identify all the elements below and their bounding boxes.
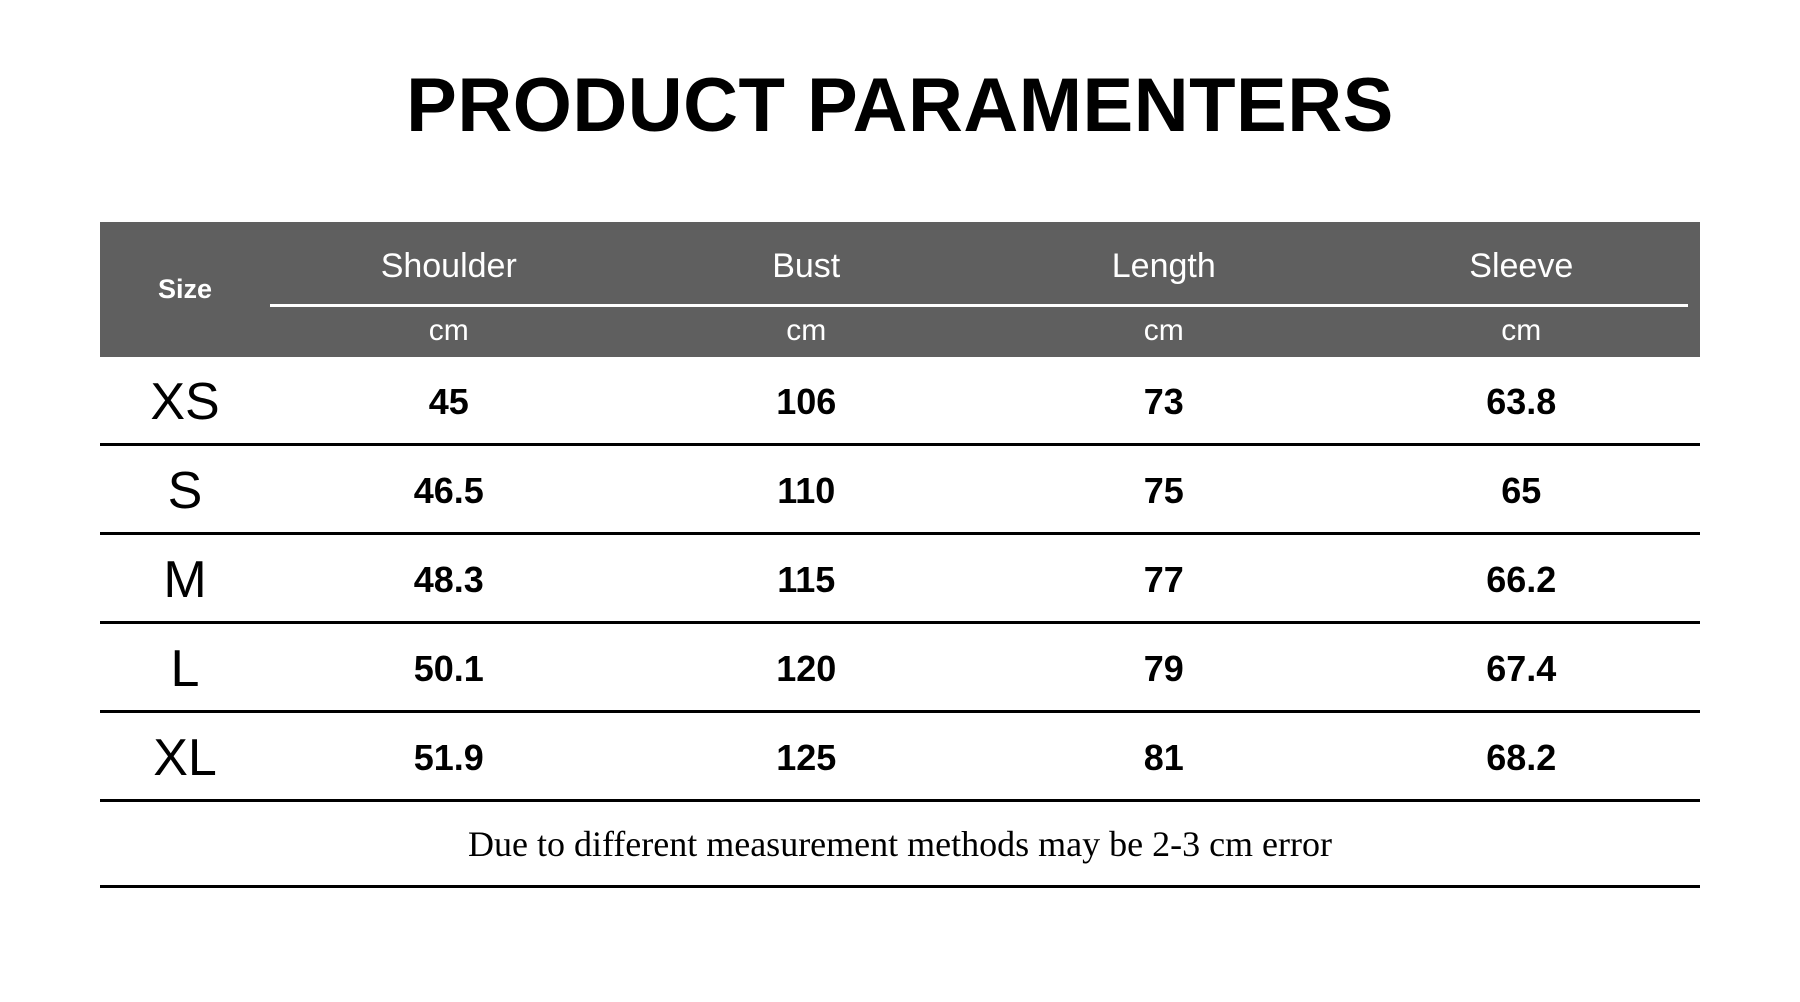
cell-shoulder: 50.1 <box>413 647 484 689</box>
row-size-label: L <box>170 639 200 698</box>
column-header-sleeve <box>1343 222 1701 357</box>
column-header-bust <box>628 222 986 357</box>
column-header-length <box>985 222 1343 357</box>
cell-bust: 120 <box>776 647 837 689</box>
row-values <box>270 624 1700 713</box>
measurement-note-row <box>100 802 1700 888</box>
column-header-length-unit: cm <box>1143 314 1184 347</box>
table-row <box>100 446 1700 535</box>
table-header <box>100 222 1700 357</box>
cell-length: 79 <box>1143 647 1184 689</box>
row-values <box>270 713 1700 802</box>
cell-sleeve: 67.4 <box>1486 647 1557 689</box>
row-values <box>270 446 1700 535</box>
page-title: PRODUCT PARAMENTERS <box>406 63 1394 148</box>
cell-bust: 115 <box>777 558 836 600</box>
cell-length: 77 <box>1143 558 1184 600</box>
column-header-bust-label: Bust <box>772 247 841 285</box>
row-size-label: M <box>163 550 207 609</box>
row-values <box>270 535 1700 624</box>
cell-bust: 106 <box>776 380 837 422</box>
cell-shoulder: 48.3 <box>413 558 484 600</box>
cell-bust: 125 <box>776 736 837 778</box>
size-chart-table <box>100 222 1700 888</box>
column-header-size: Size <box>157 274 213 304</box>
column-header-shoulder-unit: cm <box>428 314 469 347</box>
table-row <box>100 624 1700 713</box>
measurement-column-headers <box>270 222 1700 357</box>
cell-shoulder: 45 <box>428 380 469 422</box>
cell-length: 81 <box>1143 736 1184 778</box>
measurement-note: Due to different measurement methods may be 2-3 cm error <box>467 823 1333 864</box>
cell-length: 75 <box>1143 469 1184 511</box>
column-header-length-label: Length <box>1111 247 1216 285</box>
column-header-sleeve-label: Sleeve <box>1469 247 1574 285</box>
cell-sleeve: 63.8 <box>1486 380 1557 422</box>
cell-length: 73 <box>1143 380 1184 422</box>
row-size-label: XL <box>153 728 217 787</box>
column-header-shoulder-label: Shoulder <box>380 247 517 285</box>
column-header-bust-unit: cm <box>786 314 827 347</box>
cell-sleeve: 68.2 <box>1486 736 1557 778</box>
cell-sleeve: 66.2 <box>1486 558 1557 600</box>
row-values <box>270 357 1700 446</box>
cell-bust: 110 <box>777 469 836 511</box>
row-size-label: XS <box>150 372 220 431</box>
row-size-label: S <box>167 461 203 520</box>
column-header-shoulder <box>270 222 628 357</box>
table-row <box>100 713 1700 802</box>
table-row <box>100 357 1700 446</box>
cell-sleeve: 65 <box>1501 469 1542 511</box>
column-header-sleeve-unit: cm <box>1501 314 1542 347</box>
table-row <box>100 535 1700 624</box>
cell-shoulder: 46.5 <box>413 469 484 511</box>
cell-shoulder: 51.9 <box>413 736 484 778</box>
